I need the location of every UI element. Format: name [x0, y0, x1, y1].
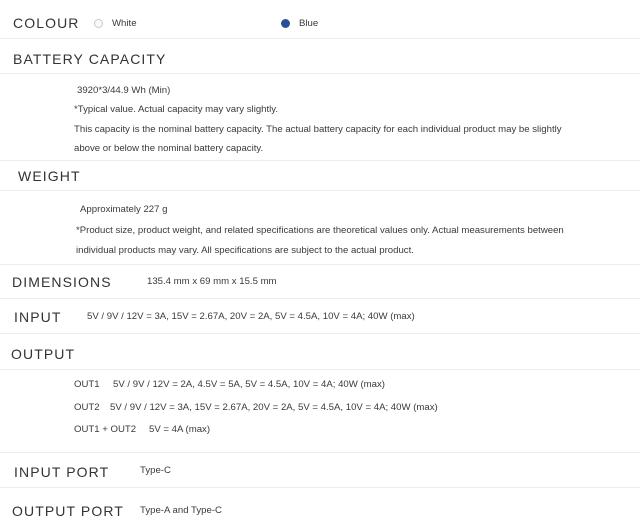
- dimensions-heading: DIMENSIONS: [12, 274, 112, 290]
- battery-note: This capacity is the nominal battery capacity. The actual battery capacity for each individual product may be slightly: [74, 124, 562, 135]
- output-port-value: Type-A and Type-C: [140, 505, 222, 516]
- output-row-label: OUT2: [74, 402, 100, 413]
- output-row-value: 5V / 9V / 12V = 2A, 4.5V = 5A, 5V = 4.5A, 10V = 4A; 40W (max): [113, 379, 385, 390]
- divider: [0, 264, 640, 265]
- colour-white-label: White: [112, 18, 137, 29]
- input-heading: INPUT: [14, 309, 62, 325]
- weight-value: Approximately 227 g: [80, 204, 168, 215]
- divider: [0, 160, 640, 161]
- dimensions-value: 135.4 mm x 69 mm x 15.5 mm: [147, 276, 277, 287]
- weight-note: *Product size, product weight, and related specifications are theoretical values only. Actual measurements between: [76, 225, 564, 236]
- weight-heading: WEIGHT: [18, 168, 81, 184]
- colour-blue-label: Blue: [299, 18, 319, 29]
- input-port-heading: INPUT PORT: [14, 464, 110, 480]
- output-heading: OUTPUT: [11, 346, 76, 362]
- input-value: 5V / 9V / 12V = 3A, 15V = 2.67A, 20V = 2A, 5V = 4.5A, 10V = 4A; 40W (max): [87, 311, 415, 322]
- colour-blue-radio[interactable]: [281, 19, 290, 28]
- weight-note: individual products may vary. All specifications are subject to the actual product.: [76, 245, 414, 256]
- battery-note: above or below the nominal battery capacity.: [74, 143, 264, 154]
- divider: [0, 298, 640, 299]
- battery-note: *Typical value. Actual capacity may vary slightly.: [74, 104, 279, 115]
- battery-value: 3920*3/44.9 Wh (Min): [77, 85, 171, 96]
- output-row-label: OUT1 + OUT2: [74, 424, 137, 435]
- colour-heading: COLOUR: [13, 15, 80, 31]
- input-port-value: Type-C: [140, 465, 171, 476]
- divider: [0, 452, 640, 453]
- output-row-value: 5V / 9V / 12V = 3A, 15V = 2.67A, 20V = 2A, 5V = 4.5A, 10V = 4A; 40W (max): [110, 402, 438, 413]
- divider: [0, 38, 640, 39]
- output-port-heading: OUTPUT PORT: [12, 503, 124, 519]
- divider: [0, 190, 640, 191]
- divider: [0, 73, 640, 74]
- output-row-label: OUT1: [74, 379, 100, 390]
- battery-heading: BATTERY CAPACITY: [13, 51, 167, 67]
- output-row-value: 5V = 4A (max): [149, 424, 211, 435]
- colour-white-radio[interactable]: [94, 19, 103, 28]
- divider: [0, 369, 640, 370]
- divider: [0, 487, 640, 488]
- divider: [0, 333, 640, 334]
